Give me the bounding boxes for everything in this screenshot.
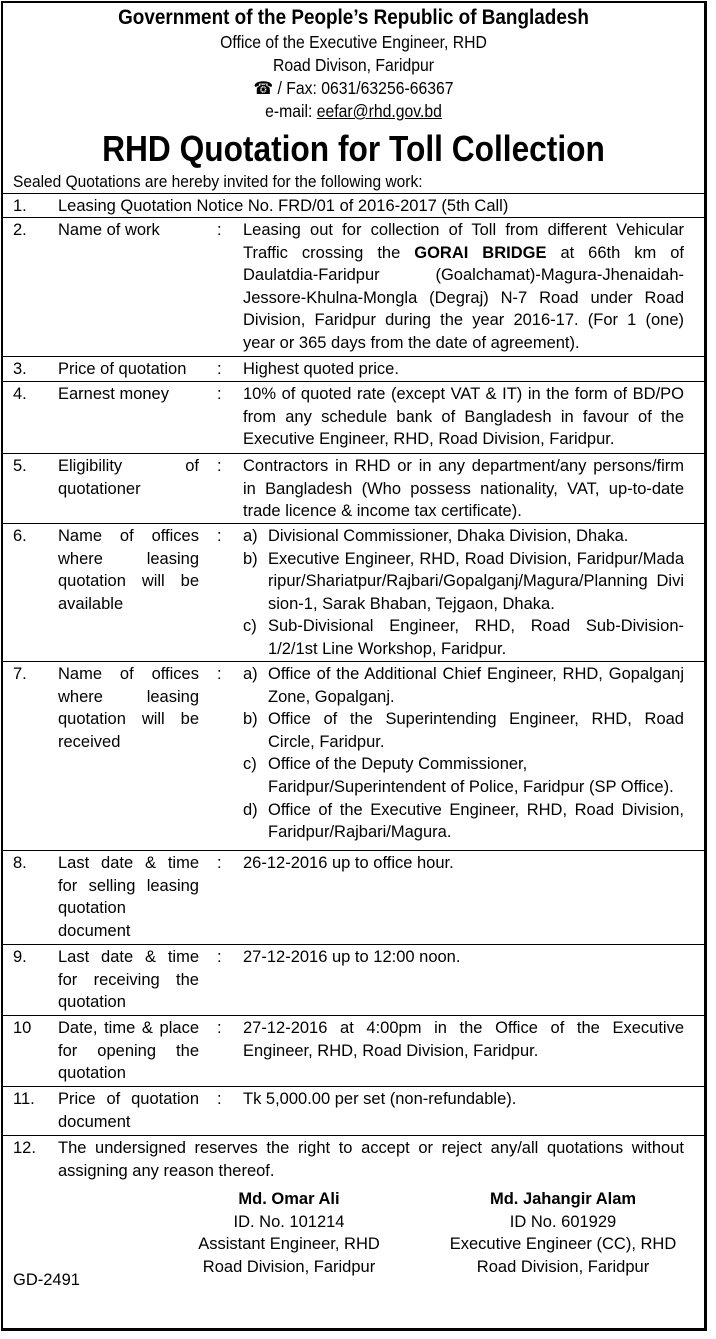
sub-text: Office of the Additional Chief Engineer, RHD, Gopalganj Zone, Gopalganj.	[268, 665, 684, 706]
item-colon: :	[217, 948, 222, 966]
phone-fax: / Fax: 0631/63256-66367	[273, 78, 454, 98]
item-colon: :	[217, 1019, 222, 1037]
item-number: 12.	[13, 1139, 36, 1157]
item-value	[243, 662, 684, 844]
item-value: 27-12-2016 at 4:00pm in the Office of the Executive Engineer, RHD, Road Division, Faridpur.	[243, 1019, 684, 1060]
item-text: The undersigned reserves the right to accept or reject any/all quotations without assigning any reason thereof.	[58, 1139, 684, 1180]
item-row	[3, 356, 704, 381]
sub-letter: b)	[243, 549, 258, 568]
letterhead	[3, 5, 704, 171]
sub-item	[243, 615, 684, 660]
email-label: e-mail:	[265, 101, 317, 121]
item-label: Price of quotation document	[58, 1090, 199, 1131]
item-colon: :	[217, 360, 222, 378]
item-colon: :	[217, 854, 222, 872]
signatory-name: Md. Jahangir Alam	[489, 1190, 637, 1208]
sub-text: Office of the Deputy Commissioner, Faridpur/Superintendent of Police, Faridpur (SP Office).	[268, 755, 674, 796]
item-number: 6.	[13, 527, 27, 545]
signatory-id: ID. No. 101214	[233, 1212, 345, 1231]
item-label: Last date & time for receiving the quotation	[58, 948, 199, 1012]
item-colon: :	[217, 1090, 222, 1108]
item-value: Highest quoted price.	[243, 360, 399, 378]
office-line: Office of the Executive Engineer, RHD	[220, 32, 487, 52]
item-row	[3, 453, 704, 523]
signatory-office: Road Division, Faridpur	[202, 1257, 376, 1276]
sub-letter: a)	[243, 665, 258, 683]
sub-text: Divisional Commissioner, Dhaka Division, Dhaka.	[268, 527, 629, 545]
item-value	[243, 524, 684, 661]
signature-section	[3, 1184, 704, 1296]
item-colon: :	[217, 527, 222, 545]
item-row	[3, 193, 704, 217]
item-number: 5.	[13, 457, 27, 475]
item-label: Last date & time for selling leasing quotation document	[58, 854, 199, 940]
signatory-designation: Assistant Engineer, RHD	[198, 1235, 380, 1254]
item-label: Date, time & place for opening the quotation	[58, 1019, 199, 1083]
sub-letter: b)	[243, 710, 258, 729]
telephone-icon: ☎	[253, 78, 274, 98]
item-number: 1.	[13, 197, 27, 215]
division-line: Road Divison, Faridpur	[272, 55, 435, 75]
sub-text: Office of the Executive Engineer, RHD, Road Division, Faridpur/Rajbari/Magura.	[268, 800, 684, 842]
item-text: Leasing Quotation Notice No. FRD/01 of 2016-2017 (5th Call)	[58, 197, 509, 215]
item-label: Eligibility of quotationer	[58, 457, 199, 498]
sub-letter: a)	[243, 527, 258, 545]
item-value	[243, 218, 684, 355]
item-number: 10	[13, 1019, 32, 1037]
sub-letter: c)	[243, 755, 257, 774]
email-line	[38, 100, 669, 123]
item-colon: :	[217, 385, 222, 403]
item-number: 8.	[13, 854, 27, 872]
item-number: 7.	[13, 665, 27, 683]
item-value: 26-12-2016 up to office hour.	[243, 854, 454, 872]
signatory-block	[189, 1188, 389, 1278]
item-row	[3, 523, 704, 661]
item-row	[3, 944, 704, 1015]
item-value: Contractors in RHD or in any department/any persons/firm in Bangladesh (Who possess nationality, VAT, up-to-date trade licence & income tax certificate).	[243, 457, 684, 521]
item-value: 27-12-2016 up to 12:00 noon.	[243, 948, 461, 966]
item-row	[3, 217, 704, 356]
sub-text: Sub-Divisional Engineer, RHD, Road Sub-Division-1/2/1st Line Workshop, Faridpur.	[268, 617, 684, 658]
item-row	[3, 381, 704, 453]
email-link[interactable]: eefar@rhd.gov.bd	[316, 101, 442, 121]
item-number: 2.	[13, 221, 27, 239]
sub-text: Office of the Superintending Engineer, RHD, Road Circle, Faridpur.	[268, 710, 684, 751]
item-colon: :	[217, 221, 222, 239]
item-colon: :	[217, 665, 222, 683]
sub-item	[243, 799, 684, 844]
item-row	[3, 1086, 704, 1135]
item-label: Name of work	[58, 221, 160, 239]
sub-letter: d)	[243, 800, 258, 819]
item-number: 3.	[13, 360, 27, 378]
gd-number: GD-2491	[13, 1271, 80, 1290]
item-row	[3, 1015, 704, 1086]
item-value: 10% of quoted rate (except VAT & IT) in the form of BD/PO from any schedule bank of Bangladesh in favour of the Executive Engineer, RHD, Road Division, Faridpur.	[243, 385, 684, 449]
item-number: 11.	[13, 1090, 35, 1108]
value-text: at 66th km of Daulatdia-Faridpur (Goalchamat)-Magura-Jhenaidah-Jessore-Khulna-Mongla (Degraj) N-7 Road under Road Division, Faridpur during the year 2016-17. (For 1 (one) year or 365 days from the date of agreement).	[243, 243, 684, 352]
notice-page	[1, 1, 707, 1331]
signatory-designation: Executive Engineer (CC), RHD	[449, 1235, 677, 1254]
sub-letter: c)	[243, 617, 257, 636]
signatory-block	[433, 1188, 693, 1278]
sub-item	[243, 753, 684, 798]
item-label: Name of offices where leasing quotation will be available	[58, 527, 199, 613]
sub-item	[243, 548, 684, 616]
signatory-name: Md. Omar Ali	[238, 1190, 340, 1208]
signatory-id: ID No. 601929	[509, 1212, 617, 1231]
item-row	[3, 850, 704, 944]
item-number: 4.	[13, 385, 27, 403]
sub-item	[243, 525, 684, 548]
government-title: Government of the People’s Republic of Bangladesh	[118, 6, 589, 29]
value-text: Leasing out for collection of Toll from different Vehicular Traffic crossing the	[243, 221, 684, 262]
item-value: Tk 5,000.00 per set (non-refundable).	[243, 1090, 517, 1108]
item-label: Name of offices where leasing quotation will be received	[58, 665, 199, 751]
item-row	[3, 1135, 704, 1184]
item-label: Earnest money	[58, 385, 169, 403]
notice-title: RHD Quotation for Toll Collection	[102, 128, 605, 169]
item-label: Price of quotation	[58, 360, 187, 378]
sub-text: Executive Engineer, RHD, Road Division, Faridpur/Madaripur/Shariatpur/Rajbari/Gopalganj/Magura/Planning Division-1, Sarak Bhaban, Tejgaon, Dhaka.	[268, 549, 684, 613]
item-number: 9.	[13, 948, 27, 966]
item-colon: :	[217, 457, 222, 475]
signatory-office: Road Division, Faridpur	[476, 1257, 650, 1276]
sub-item	[243, 663, 684, 708]
phone-fax-line	[38, 77, 669, 100]
item-row	[3, 661, 704, 850]
bridge-name: GORAI BRIDGE	[414, 243, 547, 262]
sub-item	[243, 708, 684, 753]
intro-text: Sealed Quotations are hereby invited for the following work:	[13, 173, 423, 191]
